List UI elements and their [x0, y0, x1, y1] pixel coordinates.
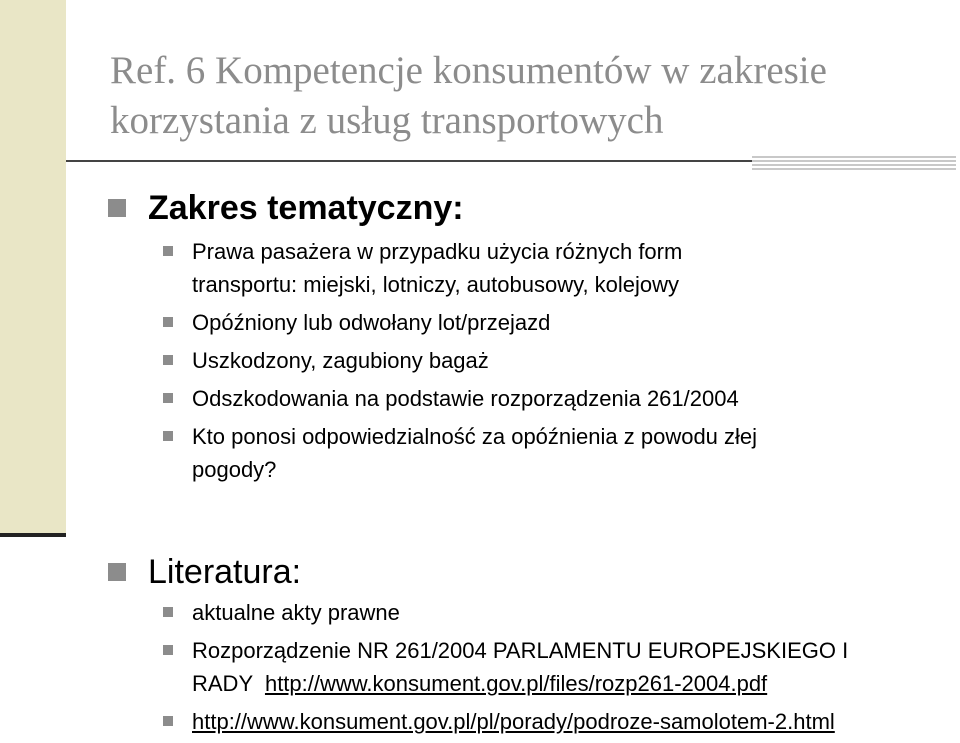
list-item — [108, 382, 757, 415]
list-item-text-cont: transportu: miejski, lotniczy, autobusowy, kolejowy — [192, 272, 680, 297]
square-bullet-icon — [163, 317, 173, 327]
list-item — [108, 306, 757, 339]
advice-page-link[interactable]: http://www.konsument.gov.pl/pl/porady/podroze-samolotem-2.html — [192, 709, 835, 734]
square-bullet-icon — [163, 645, 173, 655]
list-item-text: Rozporządzenie NR 261/2004 PARLAMENTU EUROPEJSKIEGO I — [192, 638, 849, 663]
slide-title: Ref. 6 Kompetencje konsumentów w zakresie korzystania z usług transportowych — [110, 49, 827, 142]
list-item — [108, 705, 848, 738]
square-bullet-icon — [163, 607, 173, 617]
list-item — [108, 235, 757, 301]
list-item-text-cont: RADY — [192, 671, 265, 696]
square-bullet-icon — [163, 431, 173, 441]
list-item — [108, 420, 757, 486]
list-item — [108, 596, 848, 629]
list-item-text: aktualne akty prawne — [192, 600, 400, 625]
section-heading-literature — [108, 552, 848, 592]
list-item-text: Kto ponosi odpowiedzialność za opóźnienia z powodu złej — [192, 424, 758, 449]
section-literature — [108, 552, 848, 743]
list-item — [108, 634, 848, 700]
square-bullet-icon — [108, 563, 126, 581]
square-bullet-icon — [163, 355, 173, 365]
decorative-striped-bar — [752, 156, 956, 172]
topics-list — [108, 235, 757, 486]
section-heading-text: Zakres tematyczny: — [148, 189, 464, 227]
list-item-text: Opóźniony lub odwołany lot/przejazd — [192, 310, 551, 335]
section-heading-text: Literatura: — [148, 553, 302, 591]
regulation-pdf-link[interactable]: http://www.konsument.gov.pl/files/rozp261-2004.pdf — [264, 671, 768, 696]
section-heading-topics — [108, 188, 757, 228]
list-item — [108, 344, 757, 377]
square-bullet-icon — [108, 199, 126, 217]
list-item-text: Odszkodowania na podstawie rozporządzenia 261/2004 — [192, 386, 739, 411]
section-topics — [108, 188, 757, 491]
square-bullet-icon — [163, 393, 173, 403]
literature-list — [108, 596, 848, 738]
square-bullet-icon — [163, 716, 173, 726]
list-item-text-cont: pogody? — [192, 457, 277, 482]
square-bullet-icon — [163, 246, 173, 256]
side-decoration-band — [0, 0, 66, 533]
list-item-text: Uszkodzony, zagubiony bagaż — [192, 348, 489, 373]
side-decoration-rule — [0, 533, 66, 537]
list-item-text: Prawa pasażera w przypadku użycia różnych form — [192, 239, 683, 264]
